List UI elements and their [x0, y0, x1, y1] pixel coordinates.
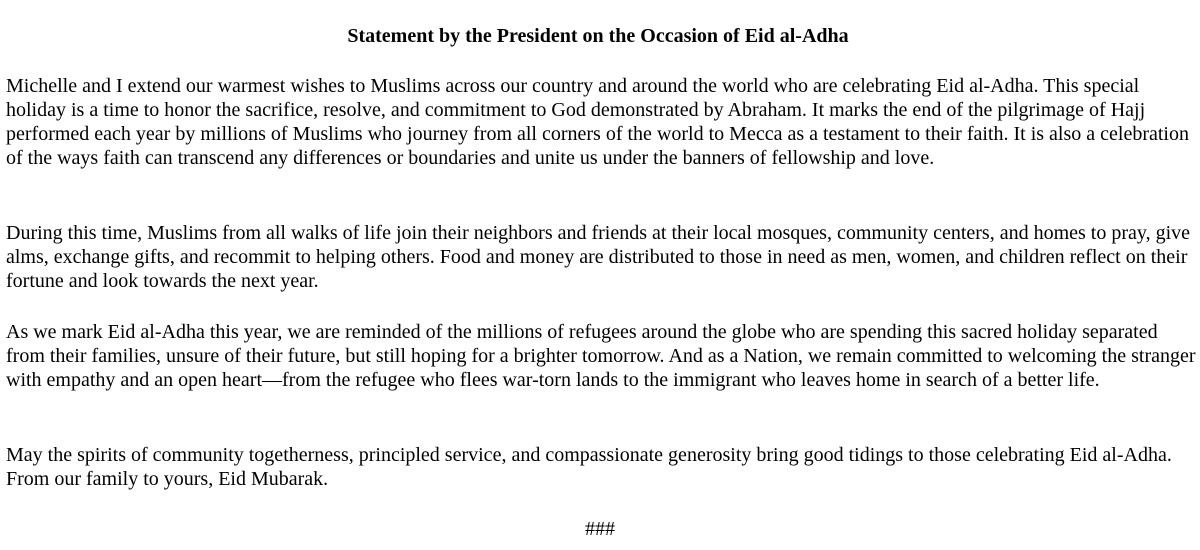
press-statement-document	[6, 0, 1196, 490]
paragraph-greeting: Michelle and I extend our warmest wishes to Muslims across our country and around the world who are celebrating Eid al-Adha. This special holiday is a time to honor the sacrifice, resolve, and commitment to God demonstrated by Abraham. It marks the end of the pilgrimage of Hajj performed each year by millions of Muslims who journey from all corners of the world to Mecca as a testament to their faith. It is also a celebration of the ways faith can transcend any differences or boundaries and unite us under the banners of fellowship and love.	[6, 75, 1189, 169]
paragraph-closing: May the spirits of community togetherness, principled service, and compassionate generosity bring good tidings to those celebrating Eid al-Adha. From our family to yours, Eid Mubarak.	[6, 444, 1172, 490]
paragraph-refugees: As we mark Eid al-Adha this year, we are reminded of the millions of refugees around the globe who are spending this sacred holiday separated from their families, unsure of their future, but still hoping for a brighter tomorrow. And as a Nation, we remain committed to welcoming the stranger with empathy and an open heart—from the refugee who flees war-torn lands to the immigrant who leaves home in search of a better life.	[6, 321, 1196, 391]
end-mark: ###	[585, 518, 615, 540]
paragraph-celebration: During this time, Muslims from all walks of life join their neighbors and friends at their local mosques, community centers, and homes to pray, give alms, exchange gifts, and recommit to helping others. Food and money are distributed to those in need as men, women, and children reflect on their fortune and look towards the next year.	[6, 222, 1191, 292]
statement-title: Statement by the President on the Occasion of Eid al-Adha	[347, 25, 849, 47]
